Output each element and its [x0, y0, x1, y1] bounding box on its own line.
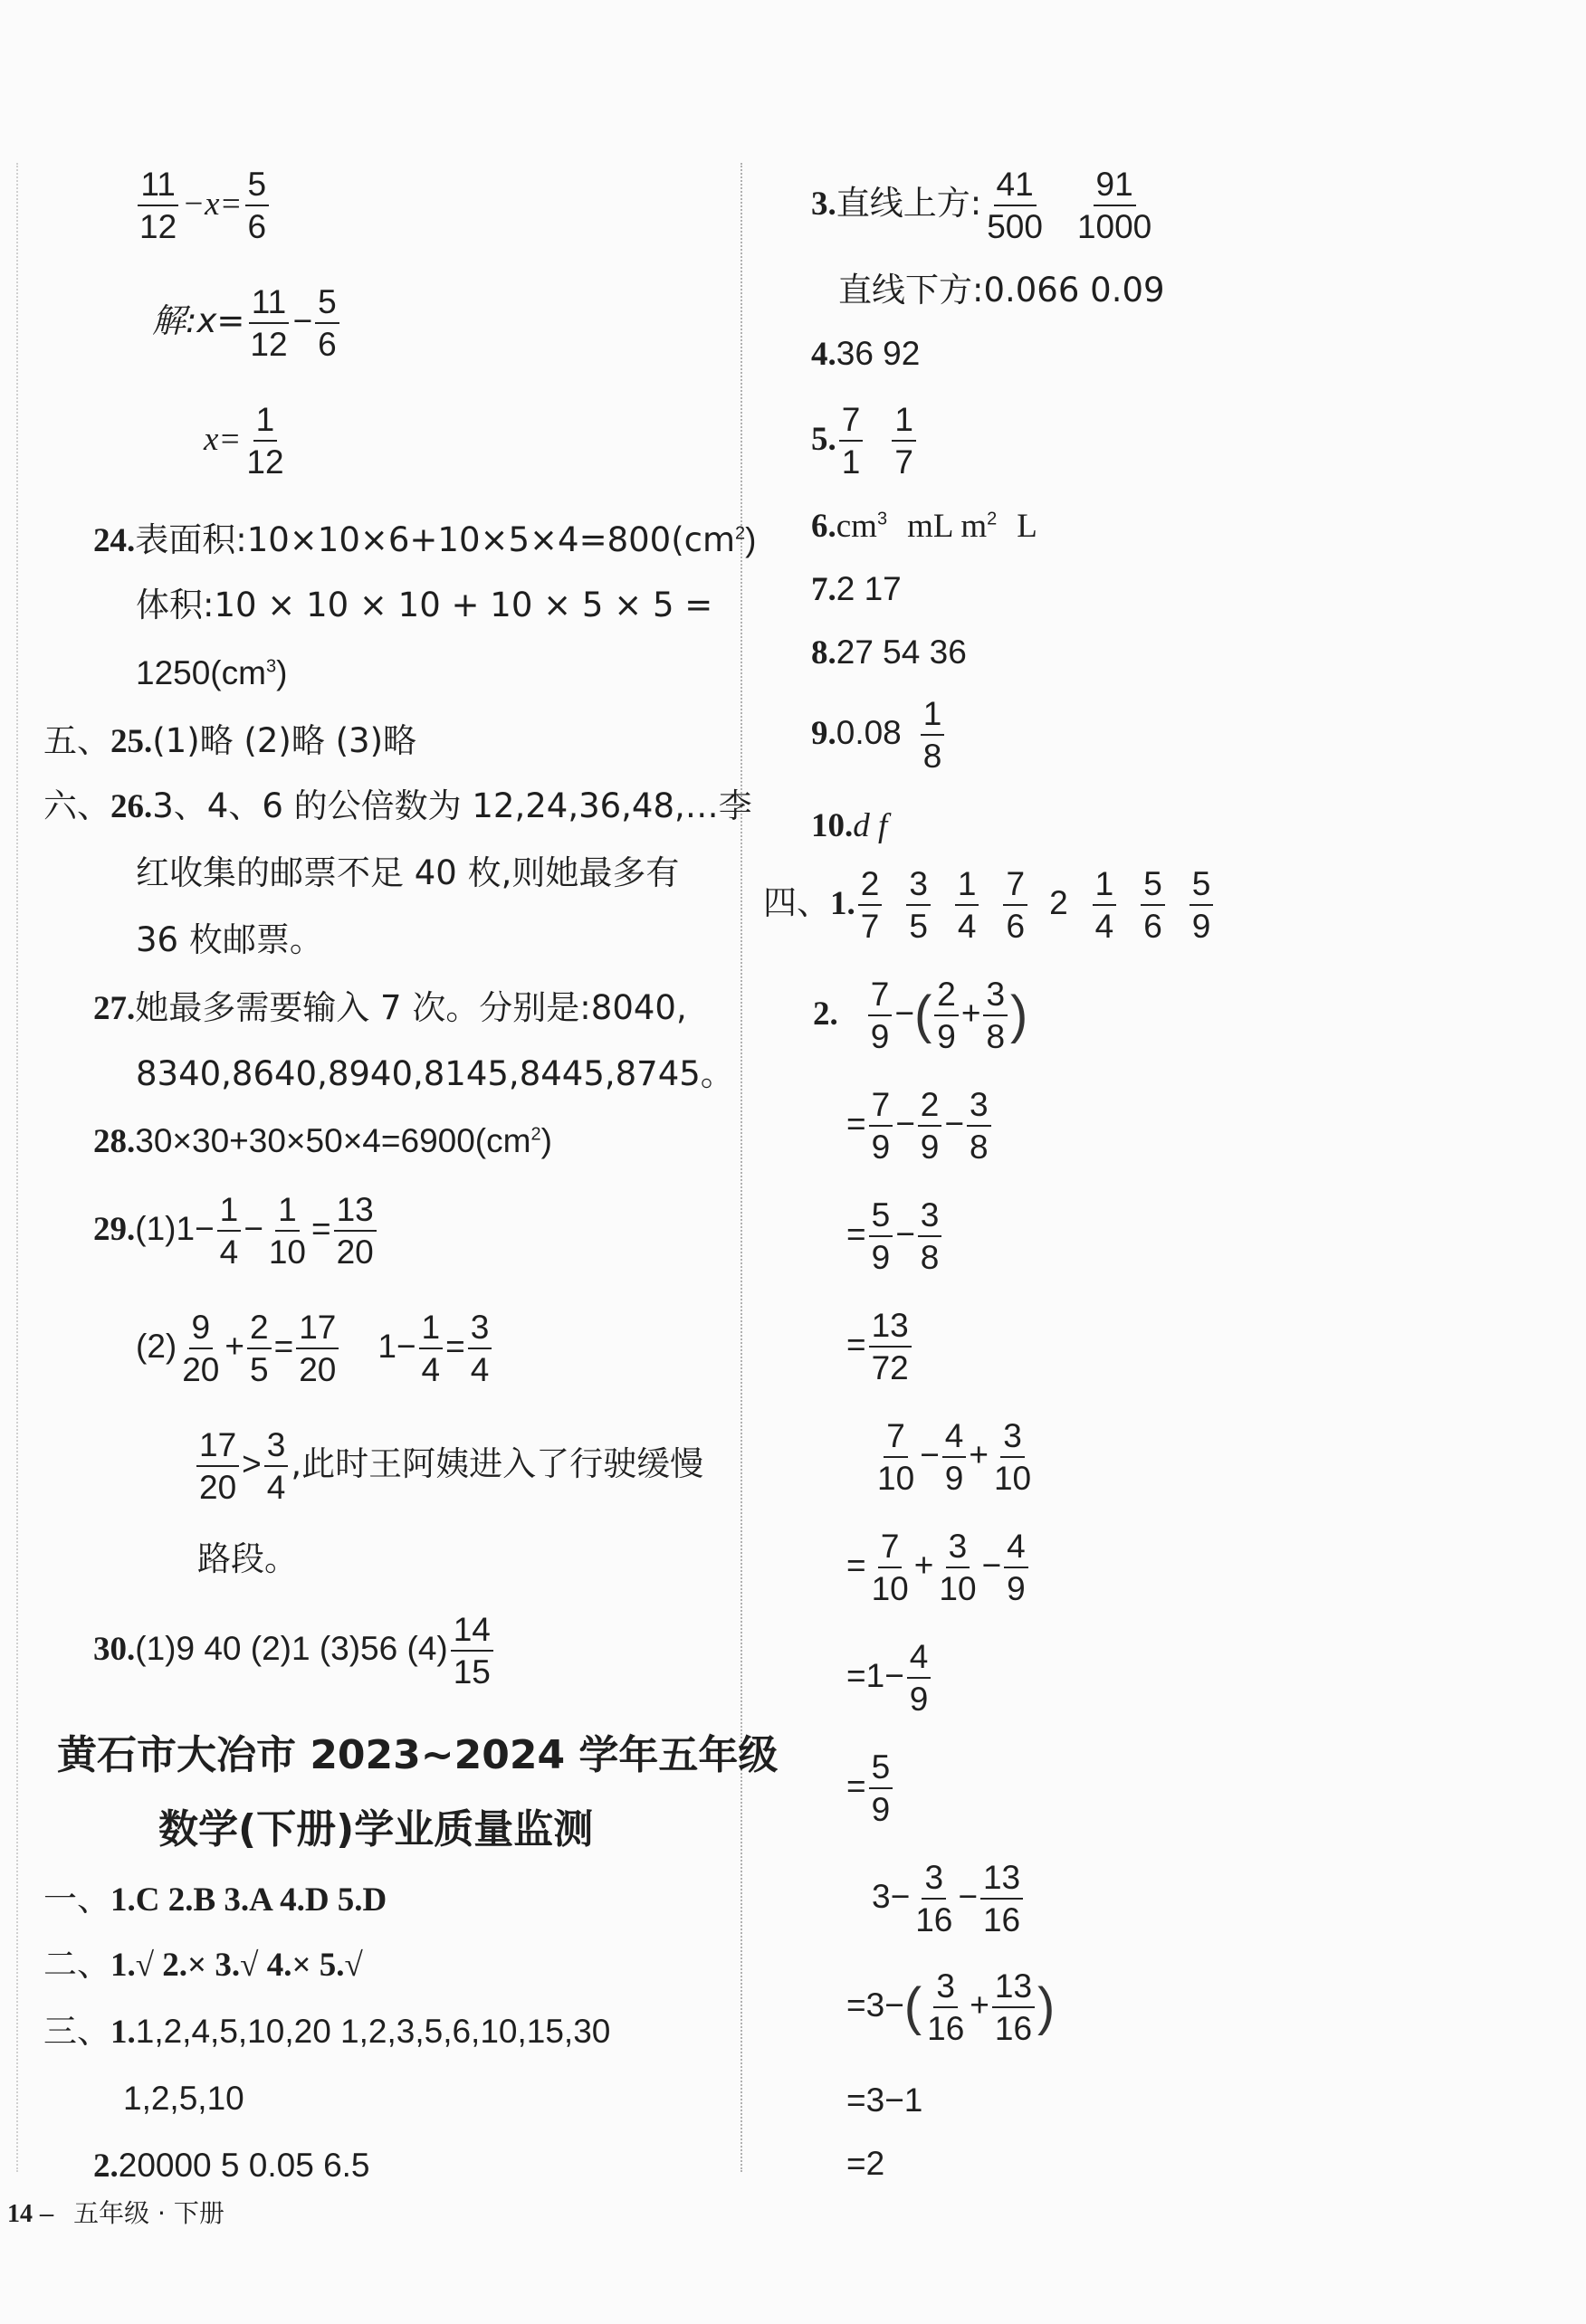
r-q5: 5. $\frac{7}{1}$ $\frac{1}{7}$	[811, 403, 919, 479]
r-q2-b1: $\frac{7}{10}$ − $\frac{4}{9}$ + $\frac{3}{10}$	[877, 1417, 1032, 1497]
section3-q1-line1: 三、1.1,2,4,5,10,20 1,2,3,5,6,10,15,30	[43, 2012, 611, 2051]
r-q2-a4: = $\frac{13}{72}$	[846, 1309, 914, 1385]
page-number: 14	[7, 2200, 33, 2228]
r-q8: 8.27 54 36	[811, 633, 967, 671]
q25: 五、25.(1)略 (2)略 (3)略	[43, 721, 417, 760]
q30: 30.(1)9 40 (2)1 (3)56 (4) $\frac{14}{15}$	[93, 1613, 496, 1689]
r-q3-line1: 3.直线上方: $\frac{41}{500}$ $\frac{91}{1000}$	[811, 166, 1152, 245]
r-q4: 4.36 92	[811, 335, 921, 373]
q27-line1: 27.她最多需要输入 7 次。分别是:8040,	[93, 988, 687, 1027]
page-footer	[7, 2198, 225, 2228]
q24-line2: 体积:10 × 10 × 10 + 10 × 5 × 5 =	[136, 586, 713, 624]
footer-dash: –	[39, 2199, 54, 2227]
r-q2-b3: =1− $\frac{4}{9}$	[846, 1640, 933, 1716]
q26-line1: 六、26.3、4、6 的公倍数为 12,24,36,48,…李	[43, 786, 752, 825]
section1-answers: 一、1.C 2.B 3.A 4.D 5.D	[43, 1880, 387, 1919]
r-q2-a2: = $\frac{7}{9}$ − $\frac{2}{9}$ − $\frac{3}{8}$	[846, 1088, 994, 1164]
r-q2-c3: =3−1	[846, 2081, 923, 2119]
column-divider	[740, 163, 742, 2172]
r-q2-c1: 3− $\frac{3}{16}$ − $\frac{13}{16}$	[872, 1861, 1026, 1937]
r-q2-b4: = $\frac{5}{9}$	[846, 1750, 895, 1826]
eq23-line3: x= $\frac{1}{12}$	[204, 401, 284, 481]
q29-line4: 路段。	[197, 1539, 298, 1578]
r-q10: 10.d f	[811, 807, 888, 844]
q26-line3: 36 枚邮票。	[136, 920, 323, 959]
r-q3-line2: 直线下方:0.066 0.09	[838, 271, 1165, 310]
r-q7: 7.2 17	[811, 570, 902, 608]
q29-line3: $\frac{17}{20}$ > $\frac{3}{4}$ ,此时王阿姨进入了行驶缓慢	[194, 1428, 703, 1504]
r-q2-c4: =2	[846, 2145, 885, 2182]
q29-line2: (2) $\frac{9}{20}$ + $\frac{2}{5}$ = $\frac{17}{20}$ 1− $\frac{1}{4}$ = $\frac{3}{4}$	[136, 1310, 494, 1386]
q29-line1: 29.(1)1− $\frac{1}{4}$ − $\frac{1}{10}$ = $\frac{13}{20}$	[93, 1193, 379, 1269]
footer-grade: 五年级 · 下册	[73, 2198, 225, 2228]
eq23-line1: $\frac{11}{12}$ −x= $\frac{5}{6}$	[134, 167, 272, 243]
r-q9: 9.0.08 $\frac{1}{8}$	[811, 697, 947, 773]
section3-q1-line2: 1,2,5,10	[123, 2080, 244, 2117]
q24-line3: $1250(cm^3)$	[136, 654, 288, 691]
left-margin-line	[16, 163, 18, 2172]
q24-line1: 24.表面积$:10\times 10\times 6+10\times 5\times 4=800(cm^2)$	[93, 520, 757, 559]
eq23-line2: 解:x= $\frac{11}{12}$ − $\frac{5}{6}$	[152, 285, 342, 361]
exam-title-line1: 黄石市大冶市 2023~2024 学年五年级	[57, 1732, 779, 1778]
q26-line2: 红收集的邮票不足 40 枚,则她最多有	[136, 853, 680, 892]
r-q2-b2: = $\frac{7}{10}$ + $\frac{3}{10}$ − $\frac{4}{9}$	[846, 1529, 1031, 1605]
r-sec4-q1: 四、1. $\frac{2}{7}$ $\frac{3}{5}$ $\frac{1}{4}$ $\frac{7}{6}$ 2 $\frac{1}{4}$ $\frac{5}{6}$ $\frac{5}{9}$	[763, 867, 1216, 943]
section2-answers: 二、1.√ 2.× 3.√ 4.× 5.√	[43, 1945, 363, 1984]
r-q2-a3: = $\frac{5}{9}$ − $\frac{3}{8}$	[846, 1198, 944, 1274]
q28: $28.30\times 30+30\times 50\times 4=6900(cm^2)$	[93, 1122, 552, 1160]
r-q2-c2: =3−( $\frac{3}{16}$ + $\frac{13}{16}$ )	[846, 1967, 1056, 2047]
r-q6: $6.cm^3$ mL $m^2$ L	[811, 508, 1037, 545]
r-q2-a1: 2. $\frac{7}{9}$ −( $\frac{2}{9}$ + $\frac{3}{8}$ )	[813, 976, 1028, 1055]
exam-title-line2: 数学(下册)学业质量监测	[158, 1806, 594, 1853]
section3-q2: 2.20000 5 0.05 6.5	[93, 2147, 370, 2185]
q27-line2: 8340,8640,8940,8145,8445,8745。	[136, 1054, 734, 1093]
